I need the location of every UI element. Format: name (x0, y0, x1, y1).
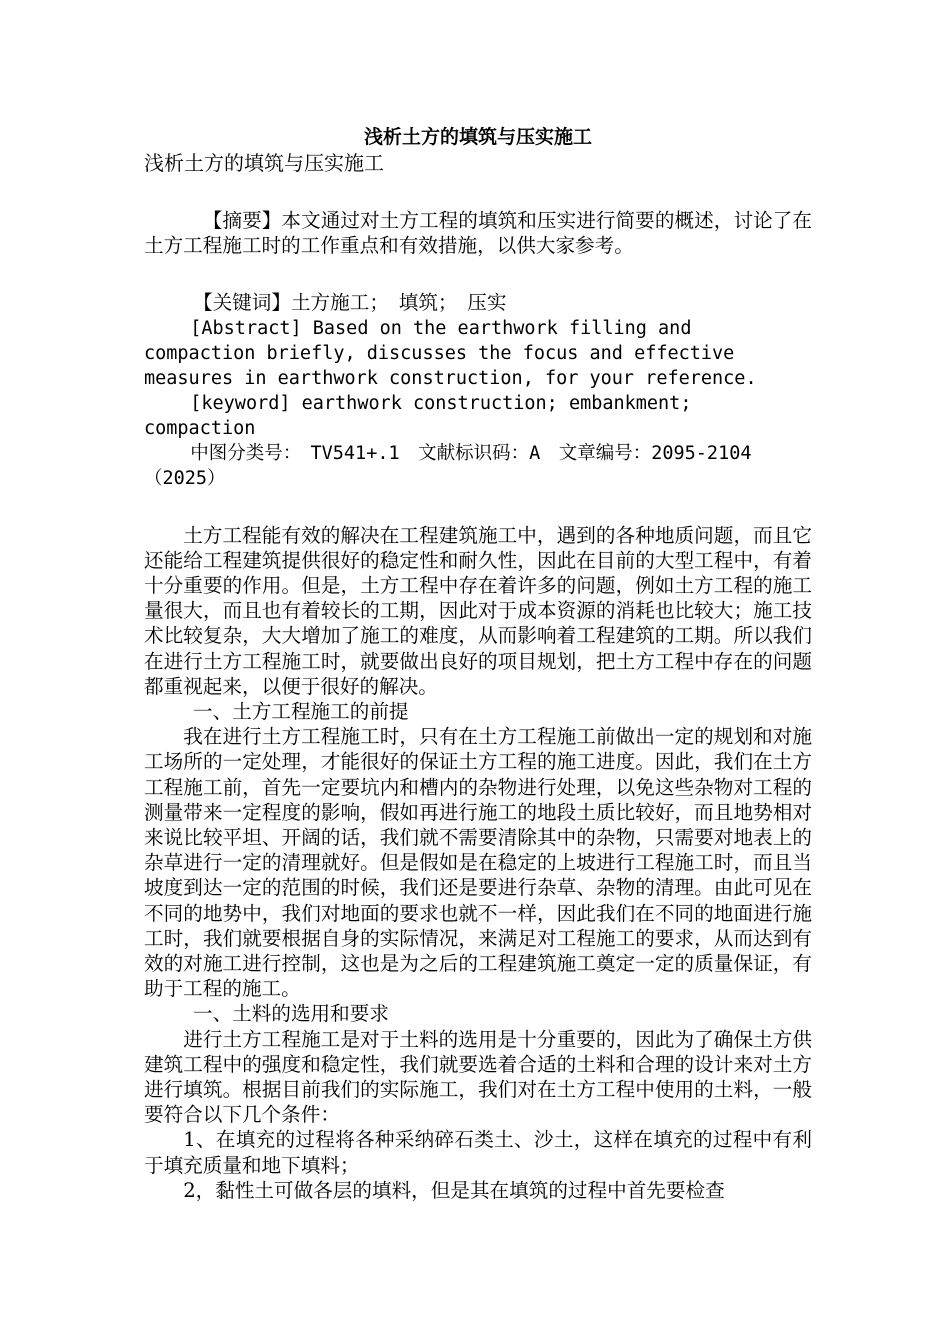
document-subtitle: 浅析土方的填筑与压实施工 (144, 151, 384, 175)
section2-paragraph: 进行土方工程施工是对于土料的选用是十分重要的，因此为了确保土方供建筑工程中的强度和稳定性，我们就要选着合适的土料和合理的设计来对土方进行填筑。根据目前我们的实际施工，我们对在土方工程中使用的土料，一般要符合以下几个条件： (144, 1027, 812, 1127)
abstract-english: [Abstract] Based on the earthwork filling and compaction briefly, discusses the focus and effective measures in earthwork construction, for your reference. (144, 317, 757, 389)
keywords-english: [keyword] earthwork construction; embankment; compaction (144, 392, 692, 439)
intro-paragraph: 土方工程能有效的解决在工程建筑施工中，遇到的各种地质问题，而且它还能给工程建筑提供很好的稳定性和耐久性，因此在目前的大型工程中，有着十分重要的作用。但是，土方工程中存在着许多的问题，例如土方工程的施工量很大，而且也有着较长的工期，因此对于成本资源的消耗也比较大；施工技术比较复杂，大大增加了施工的难度，从而影响着工程建筑的工期。所以我们在进行土方工程施工时，就要做出良好的项目规划，把土方工程中存在的问题都重视起来，以便于很好的解决。 (144, 523, 812, 698)
document-title: 浅析土方的填筑与压实施工 (363, 126, 592, 148)
section1-heading: 一、土方工程施工的前提 (193, 700, 409, 724)
document-page (144, 124, 812, 1203)
list-item-2: 2，黏性土可做各层的填料，但是其在填筑的过程中首先要检查 (183, 1178, 725, 1202)
section2-heading: 一、土料的选用和要求 (193, 1002, 389, 1026)
keywords-chinese: 【关键词】土方施工； 填筑； 压实 (193, 291, 507, 315)
section1-paragraph: 我在进行土方工程施工时，只有在土方工程施工前做出一定的规划和对施工场所的一定处理，才能很好的保证土方工程的施工进度。因此，我们在土方工程施工前，首先一定要坑内和槽内的杂物进行处理，以免这些杂物对工程的测量带来一定程度的影响，假如再进行施工的地段土质比较好，而且地势相对来说比较平坦、开阔的话，我们就不需要清除其中的杂物，只需要对地表上的杂草进行一定的清理就好。但是假如是在稳定的上坡进行工程施工时，而且当坡度到达一定的范围的时候，我们还是要进行杂草、杂物的清理。由此可见在不同的地势中，我们对地面的要求也就不一样，因此我们在不同的地面进行施工时，我们就要根据自身的实际情况，来满足对工程施工的要求，从而达到有效的对施工进行控制，这也是为之后的工程建筑施工奠定一定的质量保证，有助于工程的施工。 (144, 725, 812, 1001)
classification-info: 中图分类号： TV541+.1 文献标识码：A 文章编号：2095-2104（2025） (144, 442, 752, 489)
abstract-chinese: 【摘要】本文通过对土方工程的填筑和压实进行简要的概述，讨论了在土方工程施工时的工作重点和有效措施，以供大家参考。 (144, 209, 812, 258)
list-item-1: 1、在填充的过程将各种采纳碎石类土、沙土，这样在填充的过程中有利于填充质量和地下填料； (144, 1128, 812, 1177)
